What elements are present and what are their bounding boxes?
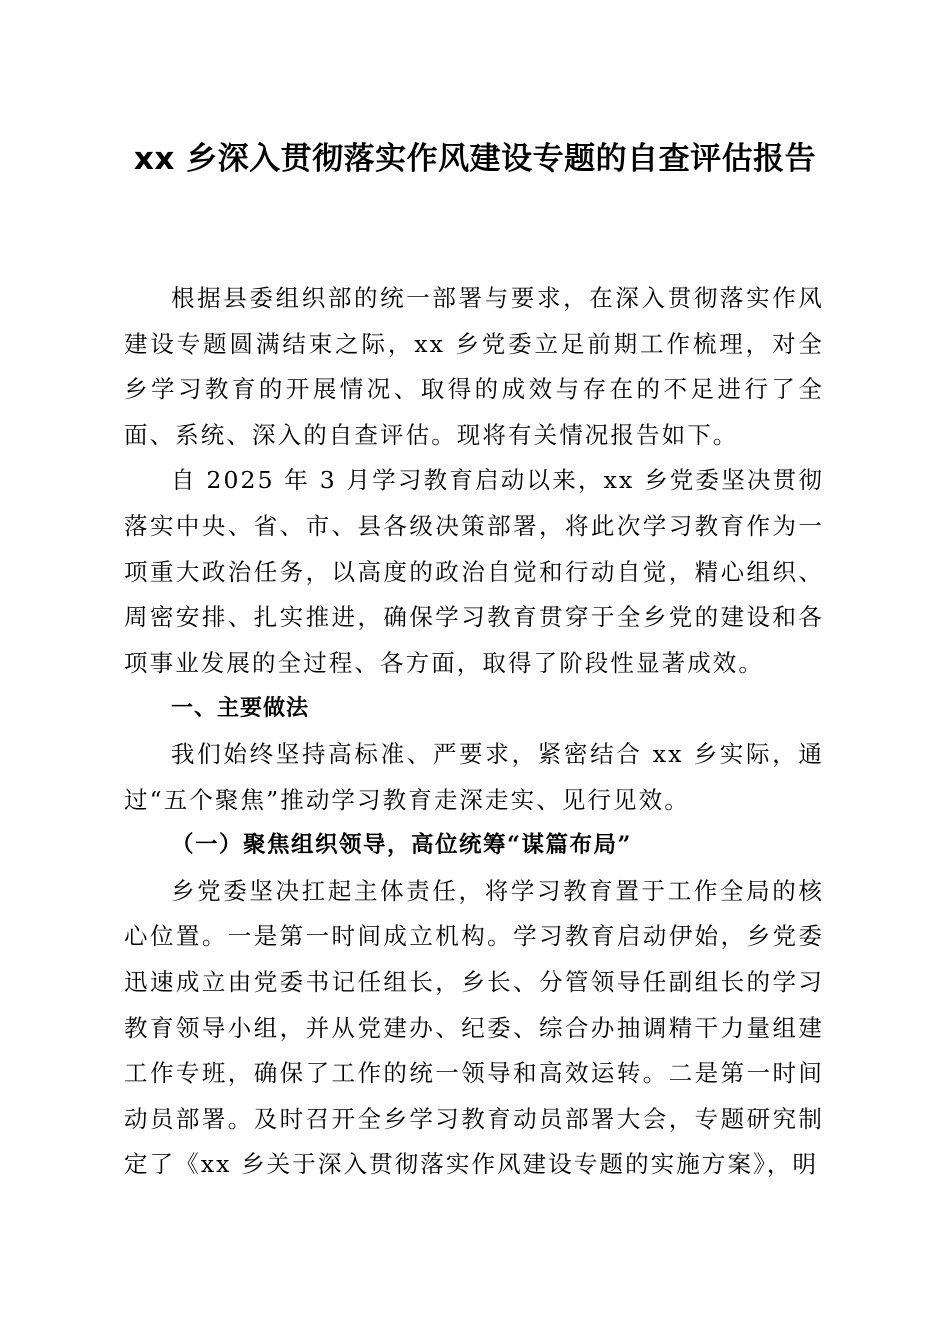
document-body bbox=[124, 276, 824, 1188]
organization-paragraph: 乡党委坚决扛起主体责任，将学习教育置于工作全局的核心位置。一是第一时间成立机构。学习教育启动伊始，乡党委迅速成立由党委书记任组长，乡长、分管领导任副组长的学习教育领导小组，并从党建办、纪委、综合办抽调精干力量组建工作专班，确保了工作的统一领导和高效运转。二是第一时间动员部署。及时召开全乡学习教育动员部署大会，专题研究制定了《xx 乡关于深入贯彻落实作风建设专题的实施方案》，明 bbox=[124, 876, 824, 1179]
document-title: xx 乡深入贯彻落实作风建设专题的自查评估报告 bbox=[133, 141, 817, 177]
background-paragraph: 自 2025 年 3 月学习教育启动以来，xx 乡党委坚决贯彻落实中央、省、市、县各级决策部署，将此次学习教育作为一项重大政治任务，以高度的政治自觉和行动自觉，精心组织、周密安排、扎实推进，确保学习教育贯穿于全乡党的建设和各项事业发展的全过程、各方面，取得了阶段性显著成效。 bbox=[124, 466, 824, 677]
section-heading-main-practices: 一、主要做法 bbox=[171, 696, 310, 722]
section-intro-paragraph: 我们始终坚持高标准、严要求，紧密结合 xx 乡实际，通过“五个聚焦”推动学习教育走深走实、见行见效。 bbox=[124, 739, 824, 814]
subsection-heading-organization: （一）聚焦组织领导，高位统筹“谋篇布局” bbox=[171, 832, 632, 859]
intro-paragraph: 根据县委组织部的统一部署与要求，在深入贯彻落实作风建设专题圆满结束之际，xx 乡党委立足前期工作梳理，对全乡学习教育的开展情况、取得的成效与存在的不足进行了全面、系统、深入的自查评估。现将有关情况报告如下。 bbox=[124, 284, 824, 449]
